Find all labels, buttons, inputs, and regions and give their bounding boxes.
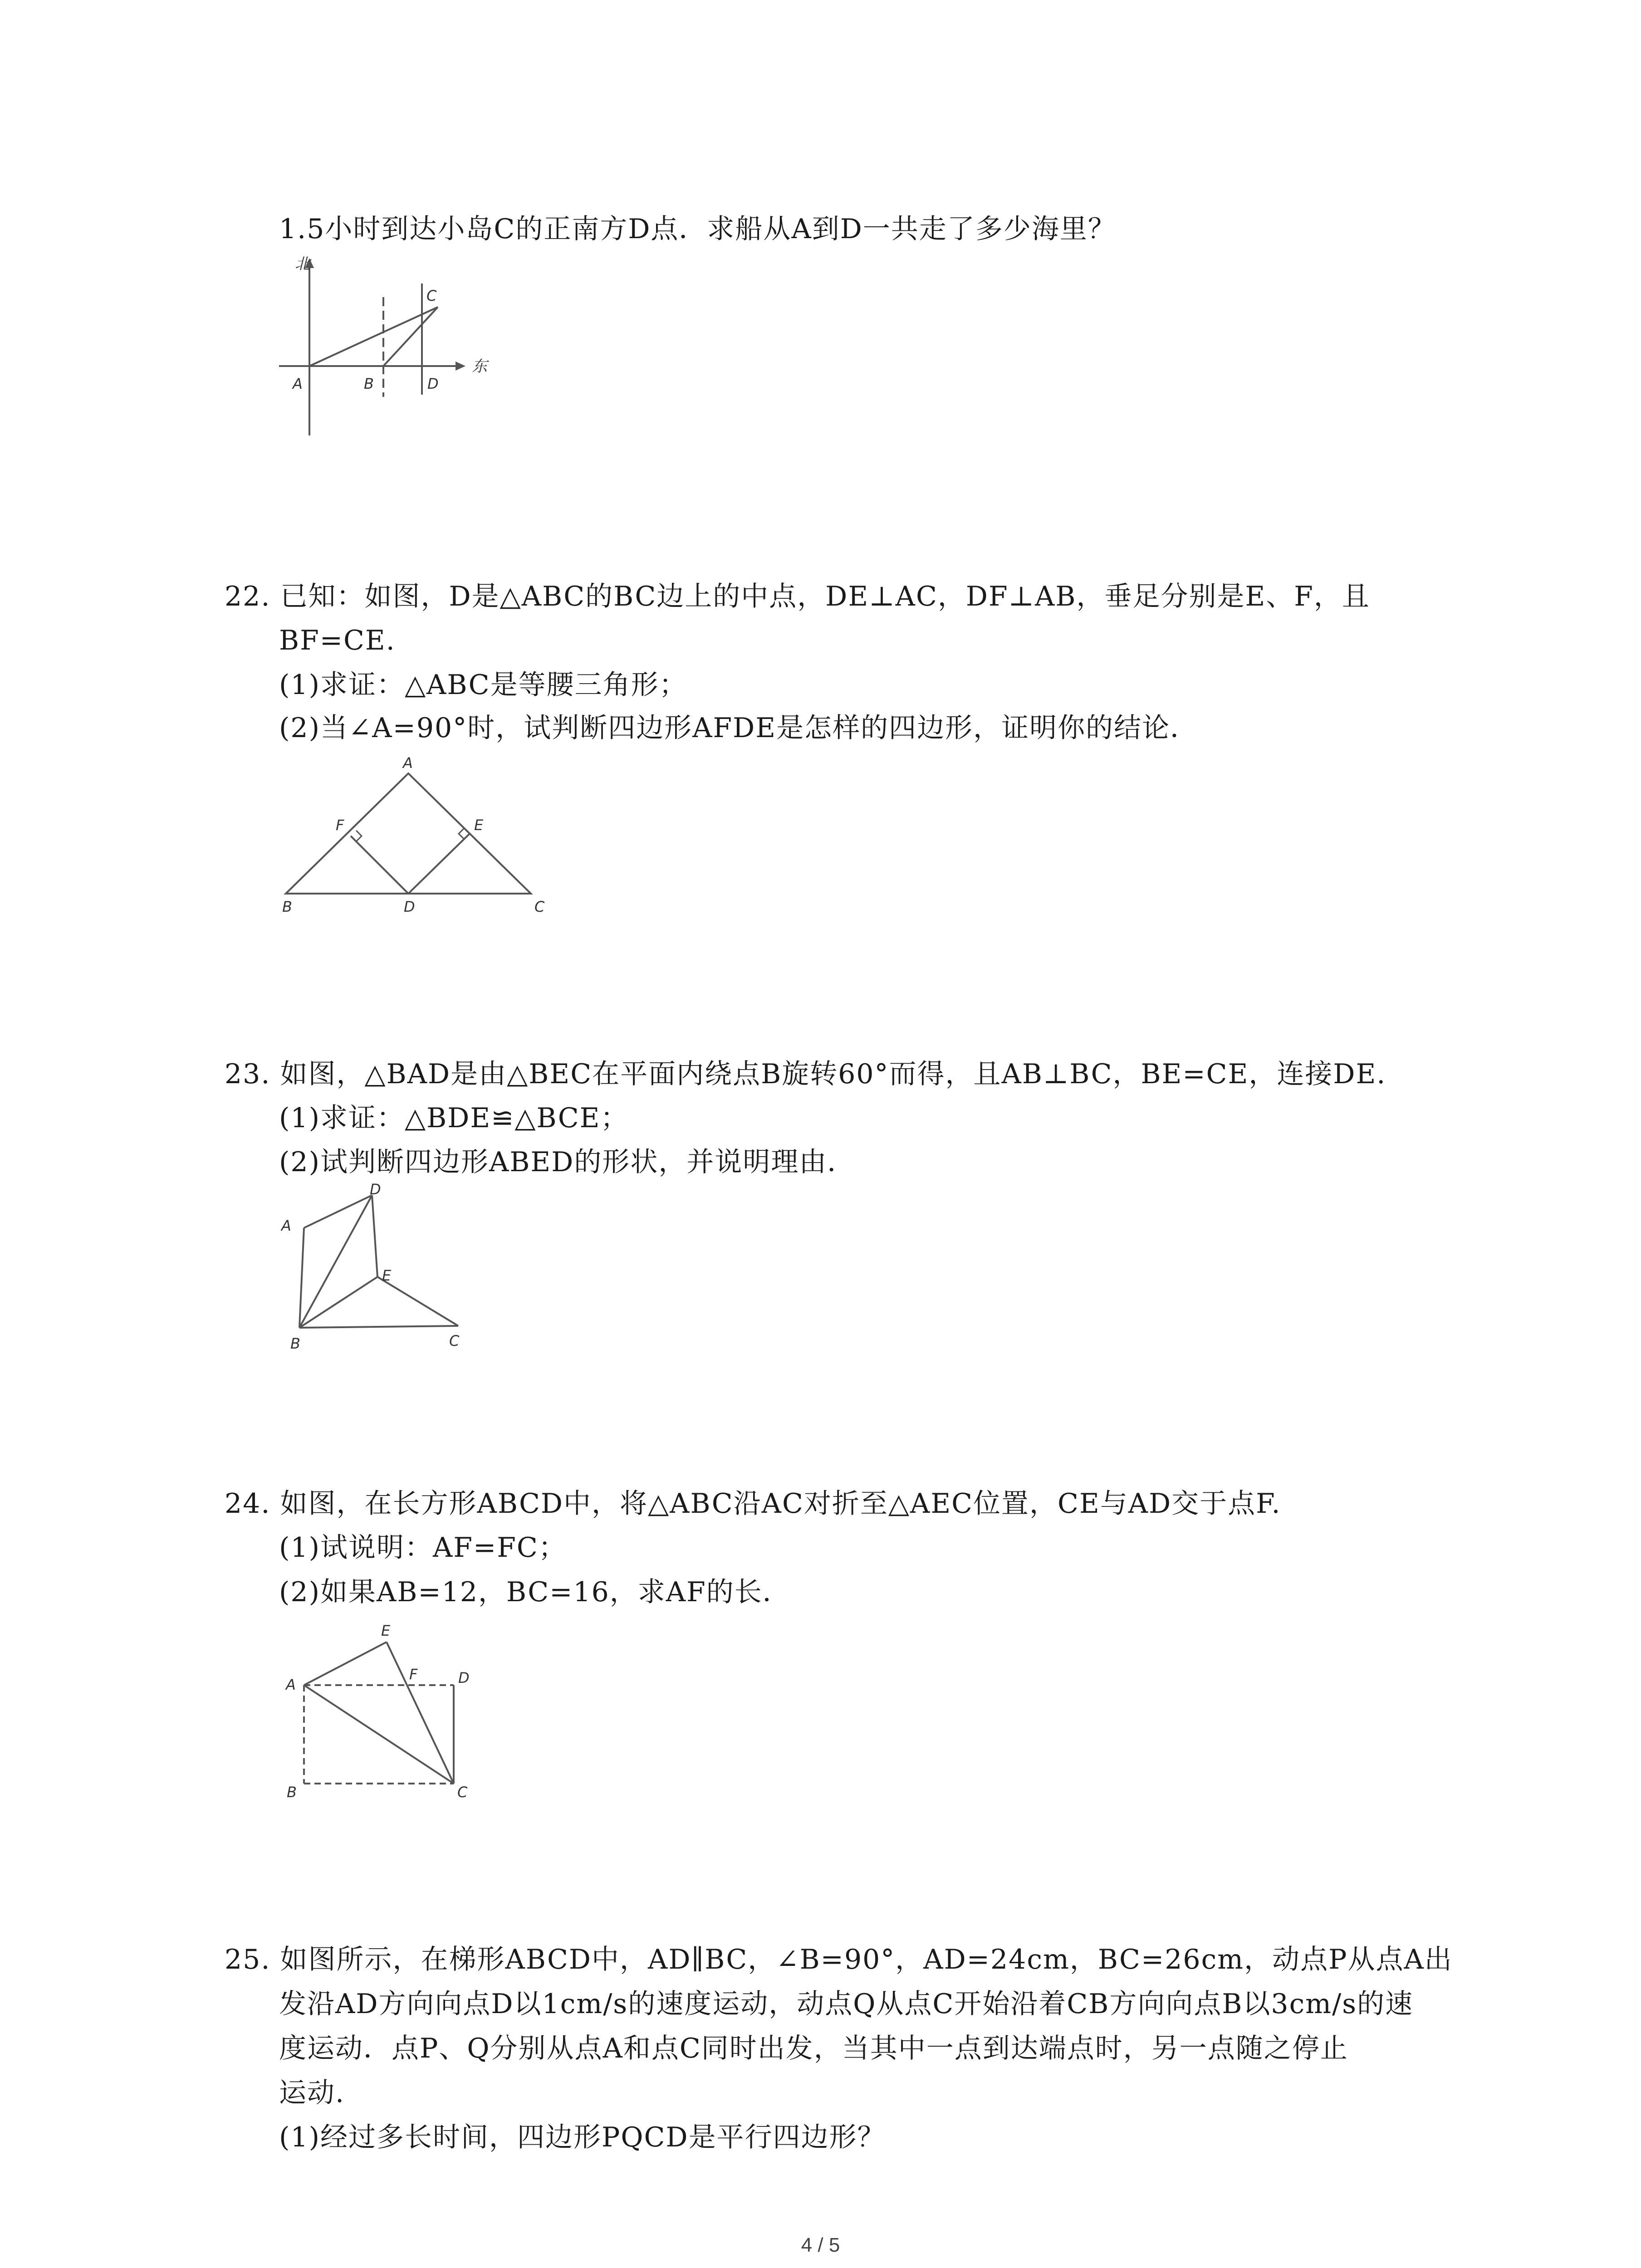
q21-figure xyxy=(268,252,504,442)
label-a: A xyxy=(286,1676,296,1693)
segment-bd xyxy=(299,1195,372,1328)
q25-line-3: 度运动．点P、Q分别从点A和点C同时出发，当其中一点到达端点时，另一点随之停止 xyxy=(279,2033,1348,2064)
right-angle-e xyxy=(459,828,464,839)
triangle-abc xyxy=(286,773,531,894)
label-d: D xyxy=(458,1669,470,1686)
right-angle-f xyxy=(356,831,362,841)
label-c: C xyxy=(426,287,437,304)
east-arrowhead xyxy=(456,362,465,371)
label-f: F xyxy=(409,1666,418,1683)
page-number: 4 / 5 xyxy=(801,2234,840,2256)
segment-ab xyxy=(299,1228,304,1328)
segment-de xyxy=(372,1195,377,1277)
q24-line-2: (1)试说明：AF=FC； xyxy=(279,1532,567,1564)
label-b: B xyxy=(282,898,292,915)
segment-ad xyxy=(304,1195,372,1228)
east-label: 东 xyxy=(472,357,487,376)
q25-line-2: 发沿AD方向向点D以1cm/s的速度运动，动点Q从点C开始沿着CB方向向点B以3cm/s的速 xyxy=(279,1988,1414,2020)
q23-line-1: 23. 如图，△BAD是由△BEC在平面内绕点B旋转60°而得，且AB⊥BC，BE=CE，连接DE. xyxy=(225,1058,1386,1090)
label-c: C xyxy=(534,898,545,915)
label-f: F xyxy=(336,816,344,834)
segment-ae xyxy=(304,1642,387,1685)
segment-de xyxy=(408,834,470,894)
segment-ac xyxy=(309,307,438,366)
q24-figure xyxy=(277,1615,485,1805)
q22-line-1: 22. 已知：如图，D是△ABC的BC边上的中点，DE⊥AC，DF⊥AB，垂足分别是E、F，且 xyxy=(225,581,1370,612)
q25-line-5: (1)经过多长时间，四边形PQCD是平行四边形？ xyxy=(279,2121,886,2153)
label-d: D xyxy=(370,1182,381,1198)
label-e: E xyxy=(381,1622,391,1639)
label-d: D xyxy=(404,898,415,915)
label-a: A xyxy=(293,375,303,392)
label-b: B xyxy=(287,1784,297,1801)
label-c: C xyxy=(449,1332,460,1349)
q22-figure xyxy=(272,755,554,923)
segment-ec xyxy=(377,1277,458,1326)
q22-line-3: (1)求证：△ABC是等腰三角形； xyxy=(279,669,687,701)
q25-line-1: 25. 如图所示，在梯形ABCD中，AD∥BC，∠B=90°，AD=24cm，BC=26cm，动点P从点A出 xyxy=(225,1944,1453,1975)
q22-line-2: BF=CE. xyxy=(279,625,396,656)
q24-line-1: 24. 如图，在长方形ABCD中，将△ABC沿AC对折至△AEC位置，CE与AD交于点F. xyxy=(225,1488,1281,1520)
label-d: D xyxy=(427,375,439,392)
label-b: B xyxy=(364,375,374,392)
segment-be xyxy=(299,1277,377,1328)
label-a: A xyxy=(403,755,413,772)
segment-bc xyxy=(383,307,438,366)
label-e: E xyxy=(382,1267,392,1284)
q23-line-2: (1)求证：△BDE≌△BCE； xyxy=(279,1102,629,1134)
q25-line-4: 运动. xyxy=(279,2077,345,2109)
q21-tail-text: 1.5小时到达小岛C的正南方D点．求船从A到D一共走了多少海里？ xyxy=(279,213,1116,245)
north-label: 北 xyxy=(295,255,310,273)
label-b: B xyxy=(290,1335,300,1352)
label-a: A xyxy=(281,1217,291,1234)
q22-line-4: (2)当∠A=90°时，试判断四边形AFDE是怎样的四边形，证明你的结论． xyxy=(279,712,1199,744)
label-c: C xyxy=(457,1784,468,1801)
label-e: E xyxy=(474,816,484,834)
q23-line-3: (2)试判断四边形ABED的形状，并说明理由． xyxy=(279,1146,856,1178)
segment-bc xyxy=(299,1326,458,1328)
q24-line-3: (2)如果AB=12，BC=16，求AF的长． xyxy=(279,1576,791,1608)
q23-figure xyxy=(277,1182,476,1354)
segment-df xyxy=(351,836,408,894)
